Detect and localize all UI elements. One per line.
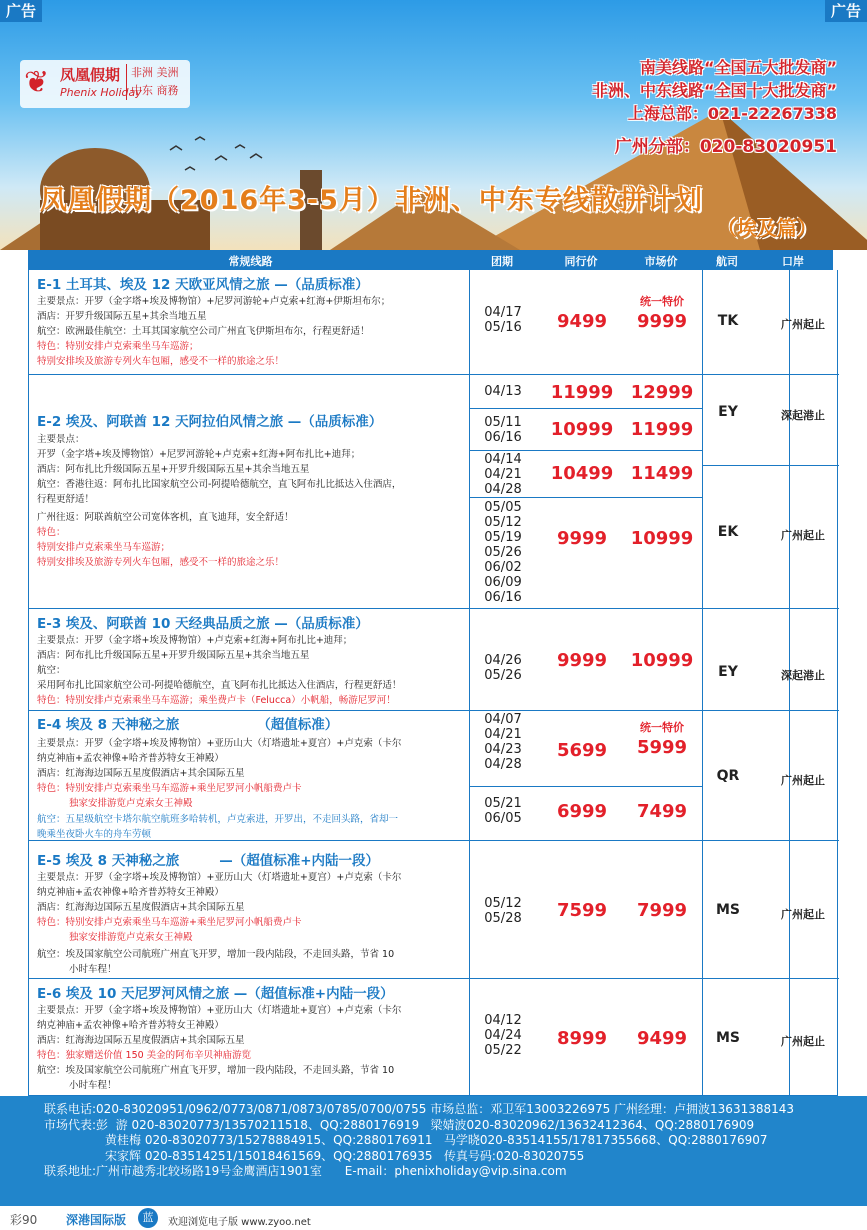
header-market-price: 市场价 (644, 255, 678, 268)
contact-line: 联系电话:020-83020951/0962/0773/0871/0873/0785/0700/0755 市场总监：邓卫军13003226975 广州经理：卢拥波13631388143 (44, 1102, 795, 1116)
port-info: 广州起止 (781, 529, 825, 542)
row-divider (469, 408, 702, 409)
route-title-e5 (37, 849, 379, 869)
header-airline: 航司 (716, 255, 738, 268)
route-standard-tag: —（超值标准+内陆一段） (219, 853, 380, 869)
market-price: 10999 (630, 528, 694, 549)
route-detail: 广州往返：阿联酋航空公司宽体客机，直飞迪拜，安全舒适！ (37, 512, 294, 523)
page-number: 彩90 (10, 1213, 38, 1227)
page-footer-strip (0, 1206, 867, 1230)
header-trade-price: 同行价 (564, 255, 598, 268)
market-price: 11999 (630, 419, 694, 440)
row-divider (469, 786, 702, 787)
route-detail: 航空：埃及国家航空公司航班广州直飞开罗，增加一段内陆段，不走回头路，节省 10 (37, 1065, 395, 1076)
market-price: 9499 (636, 1028, 688, 1049)
route-detail: 酒店：红海海边国际五星度假酒店+其余国际五星 (37, 1035, 245, 1046)
route-detail: 酒店：阿布扎比升级国际五星+开罗升级国际五星+其余当地五星 (37, 650, 310, 661)
website-link[interactable]: 欢迎浏览电子版 www.zyoo.net (168, 1217, 311, 1228)
special-price-tag: 统一特价 (640, 721, 684, 734)
route-detail: 航空：欧洲最佳航空：土耳其国家航空公司广州直飞伊斯坦布尔，行程更舒适！ (37, 326, 370, 337)
airline-code: TK (717, 313, 739, 329)
route-detail: 行程更舒适！ (37, 494, 95, 505)
contact-line: 联系地址:广州市越秀北较场路19号金鹰酒店1901室 E-mail：phenixholiday@vip.sina.com (44, 1164, 567, 1178)
route-detail: 航空：埃及国家航空公司航班广州直飞开罗，增加一段内陆段，不走回头路，节省 10 (37, 949, 395, 960)
route-feature: 特别安排埃及旅游专列火车包厢，感受不一样的旅途之乐！ (37, 356, 285, 367)
route-detail: 酒店：开罗升级国际五星+其余当地五星 (37, 311, 207, 322)
route-standard-tag: （超值标准） (257, 717, 339, 733)
tour-dates: 05/12 05/28 (484, 896, 522, 926)
contact-line: 市场代表:彭 游 020-83020773/13570211518、QQ:2880176919 梁婧波020-83020962/13632412364、QQ:2880176909 (44, 1117, 755, 1132)
route-feature: 特色：独家赠送价值 150 美金的阿布辛贝神庙游览 (37, 1050, 252, 1061)
route-title-text: E-4 埃及 8 天神秘之旅 (37, 717, 180, 733)
route-detail: 航空：五星级航空卡塔尔航空航班多哈转机，卢克索进，开罗出，不走回头路，省却一 (37, 814, 399, 825)
route-detail: 主要景点：开罗（金字塔+埃及博物馆）+尼罗河游轮+卢克索+红海+伊斯坦布尔； (37, 296, 391, 307)
route-detail: 纳克神庙+孟农神像+哈齐普苏特女王神殿） (37, 753, 224, 764)
route-feature: 特别安排埃及旅游专列火车包厢，感受不一样的旅途之乐！ (37, 557, 285, 568)
route-detail: 小时车程！ (69, 1080, 117, 1091)
route-detail: 航空： (37, 665, 66, 676)
airline-code: MS (715, 902, 740, 918)
row-divider (29, 608, 839, 609)
route-title-e6: E-6 埃及 10 天尼罗河风情之旅 —（超值标准+内陆一段） (37, 986, 394, 1002)
airline-code: EY (718, 404, 738, 420)
header-dates: 团期 (491, 255, 513, 268)
row-divider (469, 450, 702, 451)
tour-dates: 04/26 05/26 (484, 653, 522, 683)
market-price: 7499 (636, 801, 688, 822)
market-price: 9999 (636, 311, 688, 332)
trade-price: 9499 (556, 311, 608, 332)
phoenix-icon: ❦ (24, 65, 50, 100)
route-detail: 开罗（金字塔+埃及博物馆）+尼罗河游轮+卢克索+红海+阿布扎比+迪拜； (37, 449, 361, 460)
tour-dates: 05/21 06/05 (484, 796, 522, 826)
edition-badge: 蓝 (138, 1208, 158, 1228)
route-feature: 特色：特别安排卢克索乘坐马车巡游；乘坐费卢卡（Felucca）小帆船，畅游尼罗河！ (37, 695, 396, 706)
route-detail: 酒店：红海海边国际五星度假酒店+其余国际五星 (37, 902, 245, 913)
contact-footer (0, 1096, 867, 1206)
market-price: 10999 (630, 650, 694, 671)
header-port: 口岸 (782, 255, 804, 268)
route-detail: 纳克神庙+孟农神像+哈齐普苏特女王神殿） (37, 887, 224, 898)
trade-price: 10999 (550, 419, 614, 440)
route-feature: 独家安排游览卢克索女王神殿 (69, 932, 193, 943)
south-america-claim: 南美线路“全国五大批发商” (639, 58, 837, 77)
banner-subtitle: （埃及篇） (717, 216, 817, 240)
logo-english-name: Phenix Holiday (60, 86, 142, 99)
row-divider (29, 374, 839, 375)
route-feature: 特色：特别安排卢克索乘坐马车巡游； (37, 341, 199, 352)
trade-price: 7599 (556, 900, 608, 921)
route-feature: 特别安排卢克索乘坐马车巡游； (37, 542, 171, 553)
tour-dates: 04/13 (484, 384, 522, 399)
header-banner (0, 0, 867, 250)
route-feature: 独家安排游览卢克索女王神殿 (69, 798, 193, 809)
tour-dates: 04/14 04/21 04/28 (484, 452, 522, 497)
tour-dates: 04/17 05/16 (484, 305, 522, 335)
route-title-e2: E-2 埃及、阿联酋 12 天阿拉伯风情之旅 —（品质标准） (37, 414, 383, 430)
port-info: 广州起止 (781, 908, 825, 921)
ad-label-left: 广告 (0, 0, 42, 22)
tour-dates: 04/12 04/24 05/22 (484, 1013, 522, 1058)
logo-chinese-name: 凤凰假期 (60, 66, 121, 84)
route-title-e3: E-3 埃及、阿联酋 10 天经典品质之旅 —（品质标准） (37, 616, 369, 632)
market-price: 11499 (630, 463, 694, 484)
ad-label-right: 广告 (825, 0, 867, 22)
contact-line: 宋家辉 020-83514251/15018461569、QQ:2880176935 传真号码:020-83020755 (44, 1148, 585, 1163)
trade-price: 10499 (550, 463, 614, 484)
trade-price: 8999 (556, 1028, 608, 1049)
route-detail: 主要景点：开罗（金字塔+埃及博物馆）+亚历山大（灯塔遗址+夏宫）+卢克索（卡尔 (37, 738, 402, 749)
route-detail: 主要景点：开罗（金字塔+埃及博物馆）+亚历山大（灯塔遗址+夏宫）+卢克索（卡尔 (37, 1005, 402, 1016)
row-divider (469, 497, 702, 498)
edition-name: 深港国际版 (66, 1213, 127, 1227)
shanghai-hq-phone: 上海总部：021-22267338 (627, 104, 837, 123)
airline-code: MS (715, 1030, 740, 1046)
airline-code: EK (717, 524, 739, 540)
route-title-text: E-5 埃及 8 天神秘之旅 (37, 853, 180, 869)
route-feature: 特色： (37, 527, 66, 538)
header-route: 常规线路 (228, 255, 273, 268)
route-title-e4 (37, 713, 338, 733)
trade-price: 5699 (556, 740, 608, 761)
guangzhou-branch-phone: 广州分部：020-83020951 (614, 137, 837, 157)
port-info: 广州起止 (781, 774, 825, 787)
trade-price: 9999 (556, 650, 608, 671)
trade-price: 6999 (556, 801, 608, 822)
market-price: 7999 (636, 900, 688, 921)
port-info: 深起港止 (781, 409, 825, 422)
trade-price: 11999 (550, 382, 614, 403)
route-detail: 纳克神庙+孟农神像+哈齐普苏特女王神殿） (37, 1020, 224, 1031)
route-detail: 酒店：阿布扎比升级国际五星+开罗升级国际五星+其余当地五星 (37, 464, 310, 475)
row-divider (29, 710, 839, 711)
trade-price: 9999 (556, 528, 608, 549)
route-detail: 主要景点：开罗（金字塔+埃及博物馆）+亚历山大（灯塔遗址+夏宫）+卢克索（卡尔 (37, 872, 402, 883)
company-logo (20, 60, 190, 108)
port-info: 广州起止 (781, 1035, 825, 1048)
table-header (28, 250, 833, 270)
route-detail: 小时车程！ (69, 964, 117, 975)
route-title-e1: E-1 土耳其、埃及 12 天欧亚风情之旅 —（品质标准） (37, 277, 369, 293)
route-detail: 航空：香港往返：阿布扎比国家航空公司-阿提哈德航空，直飞阿布扎比抵达入住酒店， (37, 479, 402, 490)
port-info: 深起港止 (781, 669, 825, 682)
row-divider (702, 465, 839, 466)
logo-region-tags: 非洲 美洲 中东 商務 (126, 64, 186, 100)
route-detail: 晚乘坐夜卧火车的舟车劳顿 (37, 829, 152, 840)
africa-middle-east-claim: 非洲、中东线路“全国十大批发商” (591, 81, 837, 100)
market-price: 5999 (636, 737, 688, 758)
route-feature: 特色：特别安排卢克索乘坐马车巡游+乘坐尼罗河小帆船费卢卡 (37, 783, 302, 794)
tour-dates: 04/07 04/21 04/23 04/28 (484, 712, 522, 772)
col-divider (702, 270, 703, 1095)
tour-dates: 05/11 06/16 (484, 415, 522, 445)
banner-title: 凤凰假期（2016年3-5月）非洲、中东专线散拼计划 (40, 185, 703, 216)
tour-dates: 05/05 05/12 05/19 05/26 06/02 06/09 06/16 (484, 500, 522, 605)
route-feature: 特色：特别安排卢克索乘坐马车巡游+乘坐尼罗河小帆船费卢卡 (37, 917, 302, 928)
route-detail: 采用阿布扎比国家航空公司-阿提哈德航空，直飞阿布扎比抵达入住酒店，行程更舒适！ (37, 680, 402, 691)
airline-code: QR (716, 768, 740, 784)
special-price-tag: 统一特价 (640, 295, 684, 308)
route-detail: 主要景点：开罗（金字塔+埃及博物馆）+卢克索+红海+阿布扎比+迪拜； (37, 635, 353, 646)
contact-line: 黄桂梅 020-83020773/15278884915、QQ:2880176911 马学晓020-83514155/17817355668、QQ:2880176907 (44, 1133, 768, 1147)
port-info: 广州起止 (781, 318, 825, 331)
airline-code: EY (718, 664, 738, 680)
route-detail: 酒店：红海海边国际五星度假酒店+其余国际五星 (37, 768, 245, 779)
market-price: 12999 (630, 382, 694, 403)
itinerary-table (28, 270, 838, 1096)
route-detail: 主要景点： (37, 434, 85, 445)
row-divider (29, 978, 839, 979)
